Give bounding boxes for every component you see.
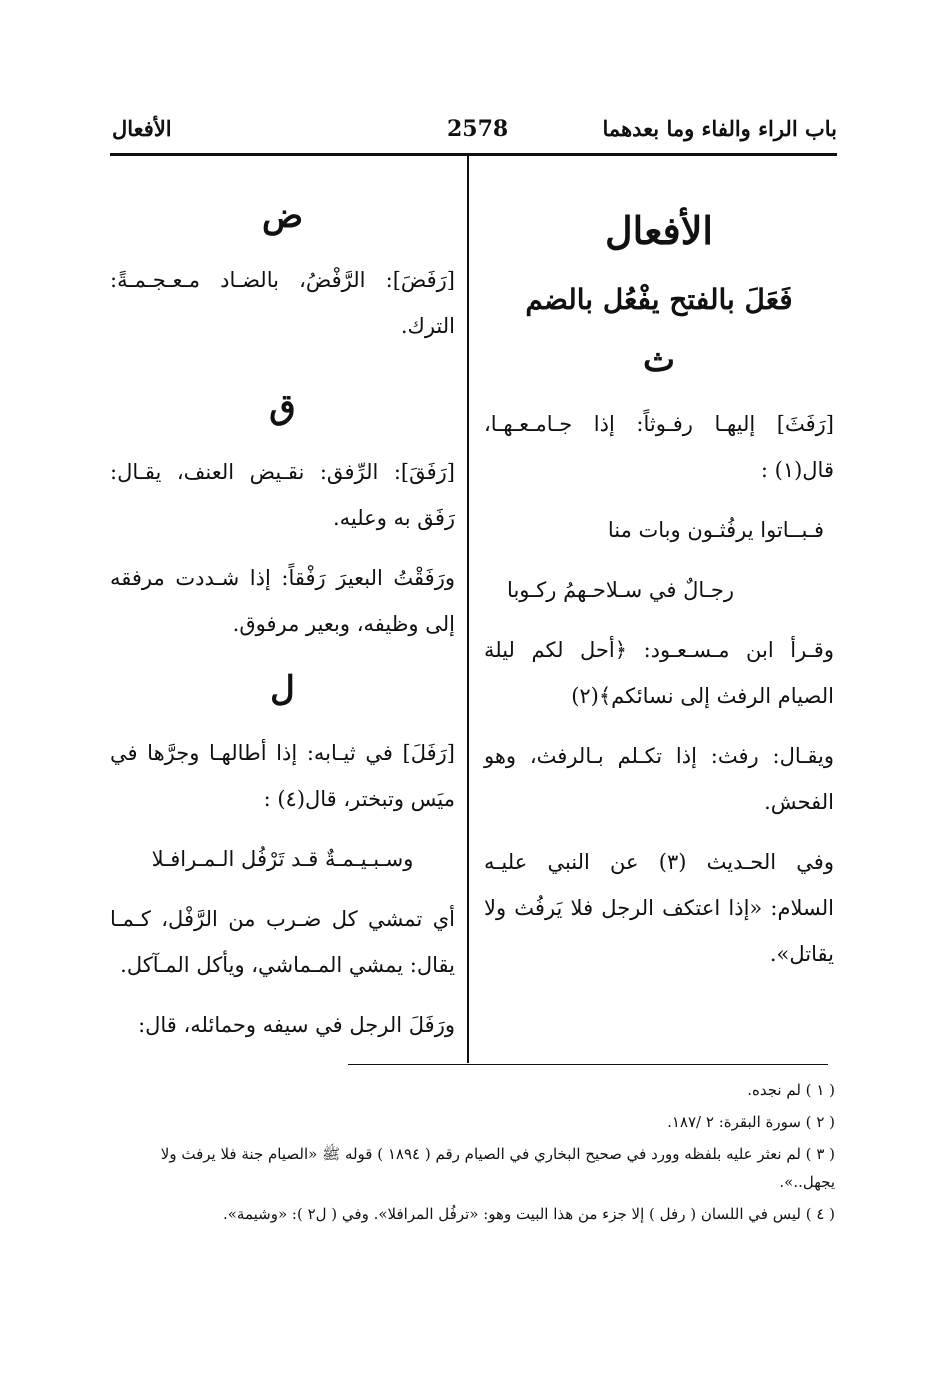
entry-rafada: [رَفَضَ]: الرَّفْضُ، بالضـاد مـعـجـمـةً: الترك. <box>110 268 455 339</box>
letter-heading-tha: ث <box>642 340 675 380</box>
left-column <box>110 190 455 1062</box>
entry-rafatha: [رَفَثَ] إليهـا رفـوثاً: إذا جـامـعـهـا، قال(١) : <box>484 412 834 483</box>
column-divider <box>467 156 469 1063</box>
entry-hadith: وفي الحـديث (٣) عن النبي عليـه السلام: «إذا اعتكف الرجل فلا يَرفُث ولا يقاتل». <box>484 850 834 967</box>
entry-rafala-sword: ورَفَلَ الرجل في سيفه وحمائله، قال: <box>138 1013 455 1038</box>
section-title: الأفعال <box>605 208 713 253</box>
footnote-rule <box>348 1064 828 1065</box>
verse-line-2: رجـالٌ في سـلاحـهمُ ركـوبا <box>507 578 734 603</box>
entry-rafala: [رَفَلَ] في ثيـابه: إذا أطالهـا وجرَّها في ميَس وتبختر، قال(٤) : <box>110 741 455 812</box>
footnote-1: ( ١ ) لم نجده. <box>747 1081 835 1099</box>
letter-heading-dad: ض <box>261 196 304 236</box>
verse-line-rafala: وسـبـيـمـةٌ قـد تَرْفُل الـمـرافـلا <box>151 847 414 872</box>
letter-heading-qaf: ق <box>269 387 296 428</box>
entry-rafl-explanation: أي تمشي كل ضـرب من الرَّفْل، كـمـا يقال: يمشي المـماشي، ويأكل المـآكل. <box>110 907 455 978</box>
running-title-right: باب الراء والفاء وما بعدهما <box>602 116 837 141</box>
footnote-2: ( ٢ ) سورة البقرة: ٢ /١٨٧. <box>667 1113 835 1131</box>
right-column <box>484 190 834 991</box>
letter-heading-lam: ل <box>270 668 295 709</box>
entry-rafaqtu: ورَفَقْتُ البعيرَ رَفْقاً: إذا شـددت مرفقه إلى وظيفه، وبعير مرفوق. <box>110 565 455 636</box>
section-subtitle: فَعَلَ بالفتح يفْعُل بالضم <box>525 283 793 316</box>
header-rule <box>110 153 837 156</box>
entry-rafath-fuhsh: ويقـال: رفث: إذا تكـلم بـالرفث، وهو الفحش. <box>484 744 834 815</box>
footnote-3: ( ٣ ) لم نعثر عليه بلفظه وورد في صحيح البخاري في الصيام رقم ( ١٨٩٤ ) قوله ﷺ «الصيام جنة فلا يرفث ولا يجهل..». <box>160 1145 835 1191</box>
footnotes <box>110 1076 835 1232</box>
entry-rafaqa: [رَفَقَ]: الرِّفق: نقـيض العنف، يقـال: رَفَق به وعليه. <box>110 459 455 530</box>
page-header <box>112 112 837 152</box>
footnote-4: ( ٤ ) ليس في اللسان ( رفل ) إلا جزء من هذا البيت وهو: «ترفُل المرافلا». وفي ( ل٢ ): «وشيمة». <box>222 1205 835 1223</box>
running-title-left: الأفعال <box>112 116 172 141</box>
page-number: 2578 <box>447 116 509 142</box>
entry-ibn-masud: وقـرأ ابن مـسـعـود: ﴿أحل لكم ليلة الصيام الرفث إلى نسائكم﴾(٢) <box>484 638 834 709</box>
verse-line-1: فـبــاتوا يرفُثـون وبات منا <box>607 518 824 543</box>
